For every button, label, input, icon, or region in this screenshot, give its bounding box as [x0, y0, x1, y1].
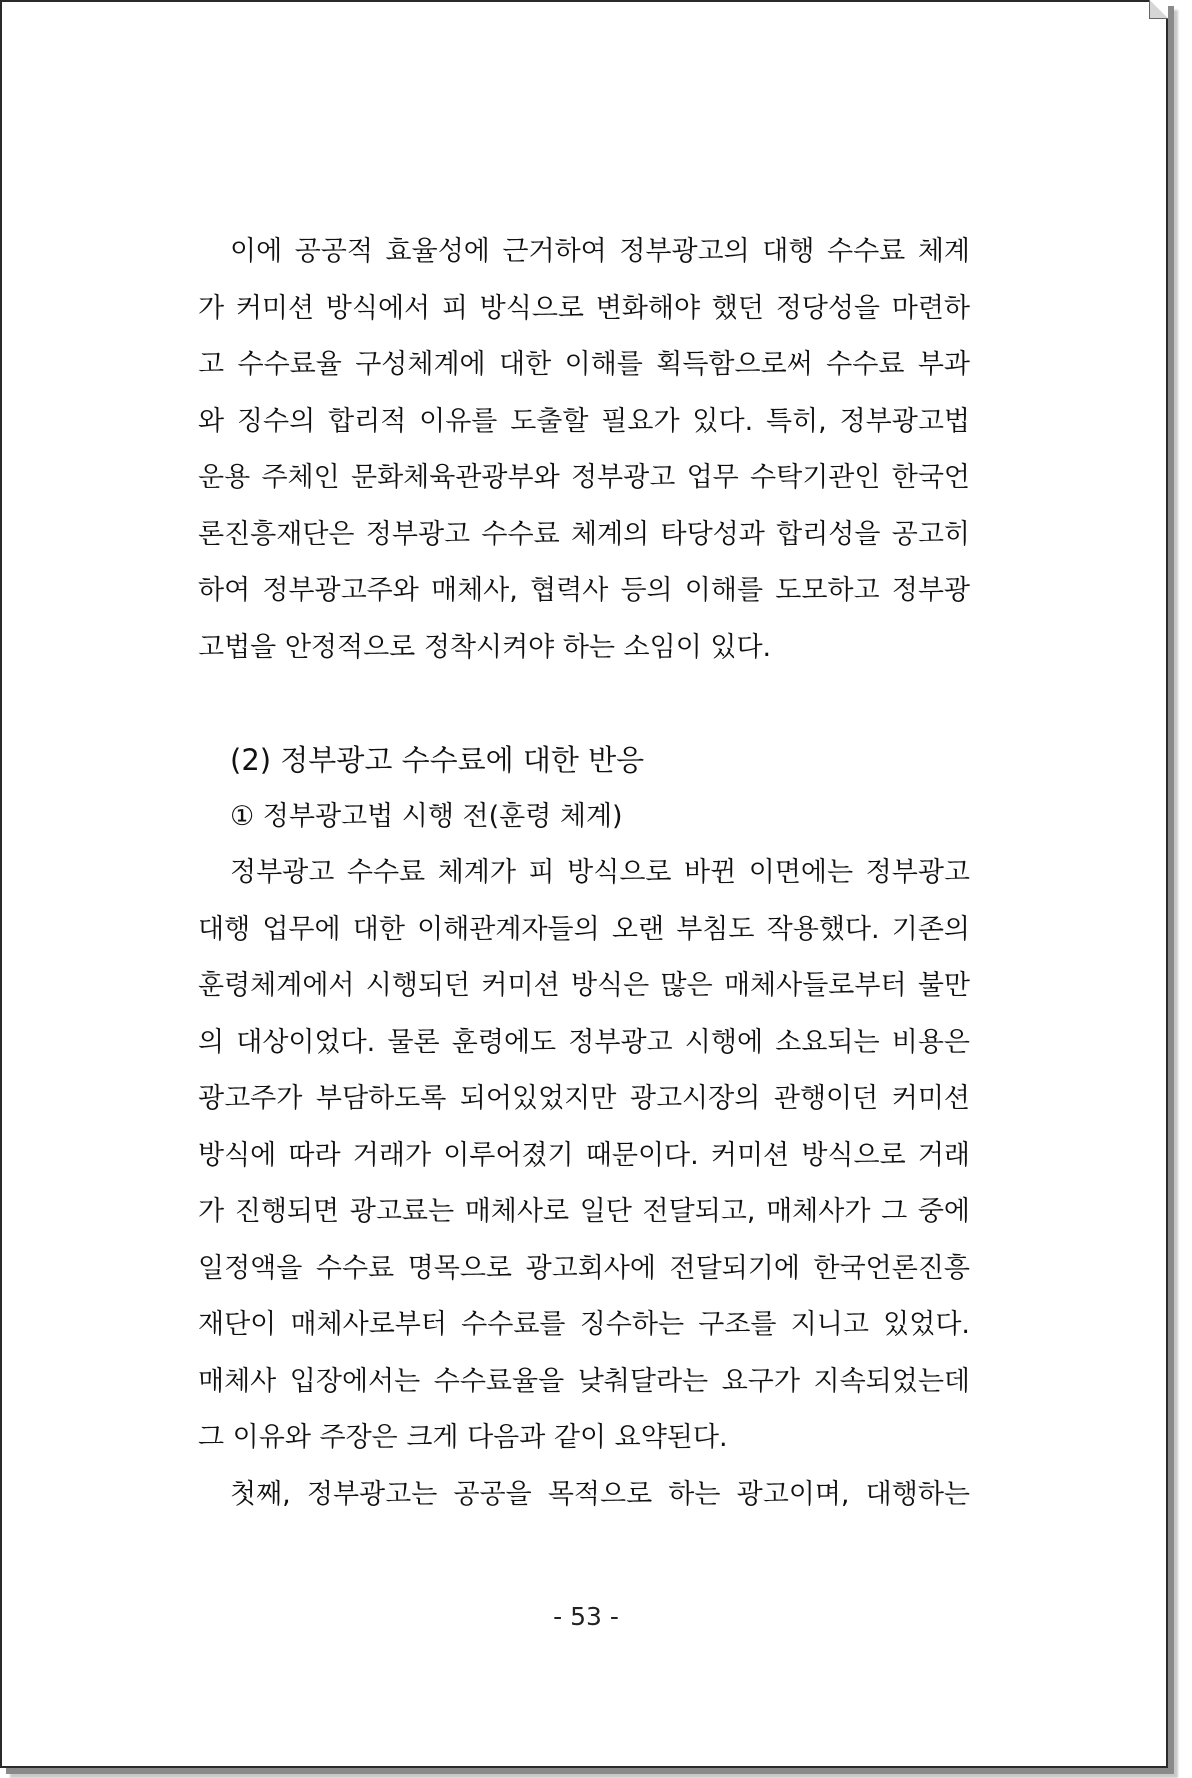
page-body: [198, 224, 970, 1523]
section-heading: (2) 정부광고 수수료에 대한 반응: [230, 743, 645, 777]
paragraph-1-line: 고 수수료율 구성체계에 대한 이해를 획득함으로써 수수료 부과: [198, 349, 970, 380]
paragraph-2-line: 의 대상이었다. 물론 훈령에도 정부광고 시행에 소요되는 비용은: [198, 1026, 970, 1058]
paragraph-2-line: 일정액을 수수료 명목으로 광고회사에 전달되기에 한국언론진흥: [198, 1252, 970, 1284]
page-fold-corner: [1149, 0, 1168, 19]
paragraph-2-line: 재단이 매체사로부터 수수료를 징수하는 구조를 지니고 있었다.: [198, 1309, 970, 1340]
paragraph-2-line: 대행 업무에 대한 이해관계자들의 오랜 부침도 작용했다. 기존의: [198, 913, 970, 945]
paragraph-1-line: 가 커미션 방식에서 피 방식으로 변화해야 했던 정당성을 마련하: [198, 292, 970, 324]
paragraph-1-line: 와 징수의 합리적 이유를 도출할 필요가 있다. 특히, 정부광고법: [198, 405, 970, 437]
paragraph-3: [198, 1467, 970, 1524]
paragraph-1-line: 이에 공공적 효율성에 근거하여 정부광고의 대행 수수료 체계: [230, 236, 970, 267]
paragraph-1: [198, 224, 970, 676]
paragraph-2-line: 정부광고 수수료 체계가 피 방식으로 바뀐 이면에는 정부광고: [230, 857, 970, 888]
paragraph-3-line: 첫째, 정부광고는 공공을 목적으로 하는 광고이며, 대행하는: [230, 1478, 970, 1510]
paragraph-1-line: 운용 주체인 문화체육관광부와 정부광고 업무 수탁기관인 한국언: [198, 462, 970, 493]
paragraph-2: [198, 845, 970, 1467]
paragraph-2-line: 광고주가 부담하도록 되어있었지만 광고시장의 관행이던 커미션: [198, 1083, 970, 1114]
paragraph-2-line: 매체사 입장에서는 수수료율을 낮춰달라는 요구가 지속되었는데: [198, 1365, 970, 1397]
page-number: - 53 -: [553, 1602, 619, 1631]
sub-heading: ① 정부광고법 시행 전(훈령 체계): [230, 801, 623, 832]
paragraph-2-line: 그 이유와 주장은 크게 다음과 같이 요약된다.: [198, 1422, 728, 1453]
paragraph-1-line: 하여 정부광고주와 매체사, 협력사 등의 이해를 도모하고 정부광: [198, 575, 970, 606]
paragraph-1-line: 론진흥재단은 정부광고 수수료 체계의 타당성과 합리성을 공고히: [198, 518, 970, 550]
paragraph-2-line: 가 진행되면 광고료는 매체사로 일단 전달되고, 매체사가 그 중에: [198, 1196, 970, 1227]
paragraph-2-line: 훈령체계에서 시행되던 커미션 방식은 많은 매체사들로부터 불만: [198, 970, 970, 1001]
paragraph-2-line: 방식에 따라 거래가 이루어졌기 때문이다. 커미션 방식으로 거래: [198, 1139, 970, 1171]
paragraph-1-line: 고법을 안정적으로 정착시켜야 하는 소임이 있다.: [198, 631, 772, 663]
